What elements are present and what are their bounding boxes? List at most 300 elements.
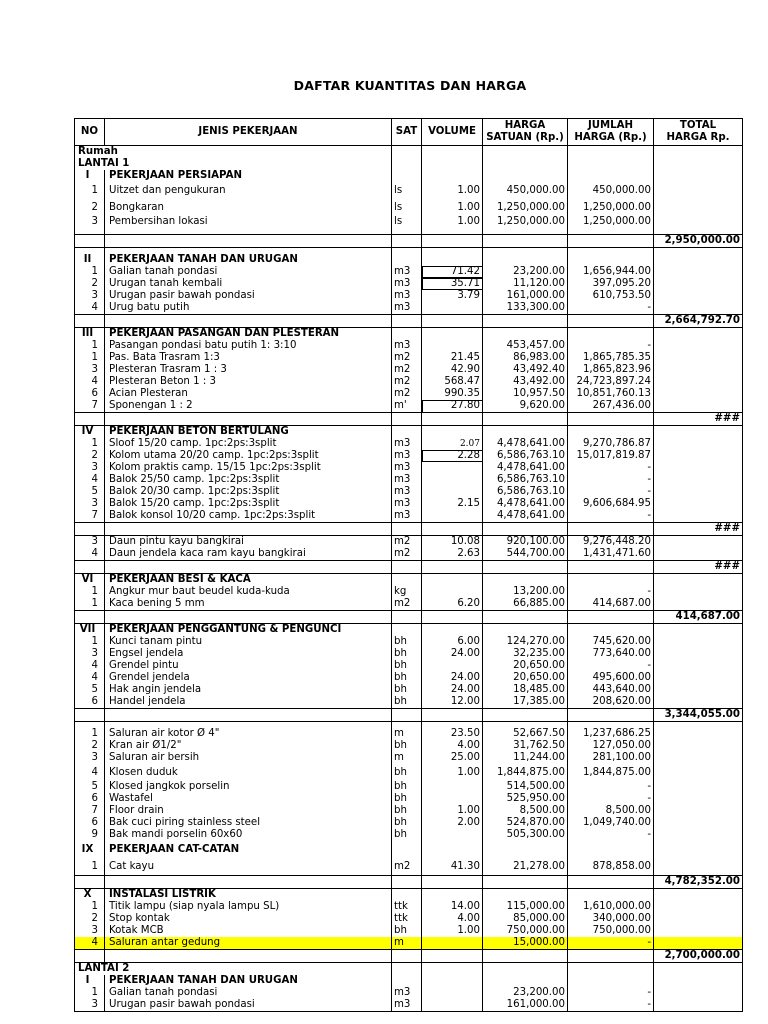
item-description: Saluran air bersih bbox=[105, 752, 392, 764]
item-total bbox=[654, 340, 743, 352]
empty-cell bbox=[392, 611, 422, 624]
empty-cell bbox=[654, 889, 743, 902]
table-row bbox=[75, 199, 743, 216]
table-row bbox=[75, 672, 743, 684]
empty-cell bbox=[392, 841, 422, 858]
item-description: Saluran air kotor Ø 4" bbox=[105, 728, 392, 740]
item-unit: m2 bbox=[392, 388, 422, 400]
empty-cell bbox=[105, 950, 392, 963]
empty-cell bbox=[654, 170, 743, 182]
item-total bbox=[654, 352, 743, 364]
empty-cell bbox=[422, 315, 483, 328]
section-title: PEKERJAAN BETON BERTULANG bbox=[105, 426, 392, 439]
item-unit-price: 86,983.00 bbox=[483, 352, 568, 364]
item-unit: bh bbox=[392, 740, 422, 752]
item-volume: 10.08 bbox=[422, 536, 483, 549]
item-volume: 568.47 bbox=[422, 376, 483, 388]
item-amount: 1,250,000.00 bbox=[568, 199, 654, 216]
empty-cell bbox=[392, 328, 422, 341]
table-row bbox=[75, 400, 743, 413]
subtotal-row bbox=[75, 876, 743, 889]
item-unit-price: 15,000.00 bbox=[483, 937, 568, 950]
table-row bbox=[75, 781, 743, 793]
empty-cell bbox=[654, 574, 743, 587]
header-total-line1: TOTAL bbox=[679, 120, 717, 131]
item-number: 6 bbox=[75, 696, 105, 709]
empty-cell bbox=[392, 254, 422, 266]
empty-cell bbox=[568, 841, 654, 858]
item-number: 7 bbox=[75, 400, 105, 413]
item-unit-price: 9,620.00 bbox=[483, 400, 568, 413]
item-unit-price: 20,650.00 bbox=[483, 660, 568, 672]
item-volume: 71.42 bbox=[422, 266, 483, 278]
item-total bbox=[654, 829, 743, 841]
empty-cell bbox=[392, 963, 422, 976]
item-volume: 42.90 bbox=[422, 364, 483, 376]
item-total bbox=[654, 536, 743, 549]
item-number: 3 bbox=[75, 752, 105, 764]
empty-cell bbox=[483, 413, 568, 426]
subtotal-value: 3,344,055.00 bbox=[654, 709, 743, 722]
item-total bbox=[654, 216, 743, 228]
empty-cell bbox=[422, 561, 483, 574]
section-header-row bbox=[75, 426, 743, 439]
item-unit-price: 11,120.00 bbox=[483, 278, 568, 290]
empty-cell bbox=[422, 876, 483, 889]
item-amount: 878,858.00 bbox=[568, 858, 654, 876]
item-description: Kunci tanam pintu bbox=[105, 636, 392, 648]
section-title: PEKERJAAN TANAH DAN URUGAN bbox=[105, 254, 392, 266]
item-total bbox=[654, 817, 743, 829]
table-body bbox=[75, 146, 743, 1012]
item-description: Acian Plesteran bbox=[105, 388, 392, 400]
table-row bbox=[75, 486, 743, 498]
item-unit: m bbox=[392, 728, 422, 740]
item-description: Kotak MCB bbox=[105, 925, 392, 937]
item-unit: ttk bbox=[392, 901, 422, 913]
empty-cell bbox=[75, 235, 105, 248]
empty-cell bbox=[568, 328, 654, 341]
item-number: 3 bbox=[75, 648, 105, 660]
table-row bbox=[75, 740, 743, 752]
item-number: 1 bbox=[75, 901, 105, 913]
subtotal-row bbox=[75, 611, 743, 624]
item-unit: bh bbox=[392, 648, 422, 660]
empty-cell bbox=[422, 328, 483, 341]
empty-cell bbox=[568, 254, 654, 266]
bill-of-quantities-table bbox=[74, 118, 743, 1012]
empty-cell bbox=[654, 254, 743, 266]
item-volume: 2.00 bbox=[422, 817, 483, 829]
item-unit: m3 bbox=[392, 498, 422, 510]
item-amount: - bbox=[568, 937, 654, 950]
table-row bbox=[75, 636, 743, 648]
item-number: 1 bbox=[75, 340, 105, 352]
empty-cell bbox=[654, 158, 743, 170]
item-unit-price: 750,000.00 bbox=[483, 925, 568, 937]
header-harga-satuan bbox=[483, 119, 568, 146]
item-volume bbox=[422, 781, 483, 793]
empty-cell bbox=[568, 413, 654, 426]
empty-cell bbox=[422, 624, 483, 637]
table-row bbox=[75, 586, 743, 598]
item-amount: 24,723,897.24 bbox=[568, 376, 654, 388]
empty-cell bbox=[654, 624, 743, 637]
item-volume: 6.00 bbox=[422, 636, 483, 648]
item-unit-price: 1,250,000.00 bbox=[483, 216, 568, 228]
item-unit: ttk bbox=[392, 913, 422, 925]
item-total bbox=[654, 648, 743, 660]
item-unit: m2 bbox=[392, 548, 422, 561]
group-label: Rumah bbox=[75, 146, 392, 159]
empty-cell bbox=[483, 876, 568, 889]
item-number: 1 bbox=[75, 636, 105, 648]
empty-cell bbox=[568, 876, 654, 889]
item-number: 4 bbox=[75, 376, 105, 388]
item-amount: 1,865,785.35 bbox=[568, 352, 654, 364]
item-description: Pas. Bata Trasram 1:3 bbox=[105, 352, 392, 364]
table-row bbox=[75, 901, 743, 913]
empty-cell bbox=[654, 841, 743, 858]
item-number: 7 bbox=[75, 805, 105, 817]
item-number: 1 bbox=[75, 987, 105, 999]
item-volume: 3.79 bbox=[422, 290, 483, 302]
section-header-row bbox=[75, 328, 743, 341]
item-description: Pembersihan lokasi bbox=[105, 216, 392, 228]
item-unit: bh bbox=[392, 764, 422, 781]
item-number: 3 bbox=[75, 999, 105, 1012]
section-number: VI bbox=[75, 574, 105, 587]
section-title: PEKERJAAN PENGGANTUNG & PENGUNCI bbox=[105, 624, 392, 637]
item-volume: 35.71 bbox=[422, 278, 483, 290]
item-number: 2 bbox=[75, 450, 105, 462]
item-total bbox=[654, 781, 743, 793]
item-description: Urugan pasir bawah pondasi bbox=[105, 999, 392, 1012]
item-volume: 1.00 bbox=[422, 182, 483, 199]
section-header-row bbox=[75, 624, 743, 637]
item-total bbox=[654, 696, 743, 709]
item-description: Saluran antar gedung bbox=[105, 937, 392, 950]
item-amount: - bbox=[568, 999, 654, 1012]
item-description: Grendel jendela bbox=[105, 672, 392, 684]
item-number: 3 bbox=[75, 498, 105, 510]
item-number: 3 bbox=[75, 462, 105, 474]
empty-cell bbox=[105, 561, 392, 574]
table-row bbox=[75, 388, 743, 400]
item-number: 4 bbox=[75, 937, 105, 950]
item-total bbox=[654, 913, 743, 925]
item-number: 3 bbox=[75, 925, 105, 937]
table-row bbox=[75, 352, 743, 364]
item-number: 3 bbox=[75, 364, 105, 376]
item-total bbox=[654, 376, 743, 388]
section-number: II bbox=[75, 254, 105, 266]
item-description: Sponengan 1 : 2 bbox=[105, 400, 392, 413]
table-row bbox=[75, 266, 743, 278]
item-description: Handel jendela bbox=[105, 696, 392, 709]
empty-cell bbox=[483, 709, 568, 722]
item-unit: m' bbox=[392, 400, 422, 413]
item-number: 2 bbox=[75, 740, 105, 752]
item-number: 5 bbox=[75, 781, 105, 793]
item-volume: 41.30 bbox=[422, 858, 483, 876]
item-unit: m3 bbox=[392, 486, 422, 498]
item-volume bbox=[422, 793, 483, 805]
table-row bbox=[75, 340, 743, 352]
item-number: 4 bbox=[75, 672, 105, 684]
item-total bbox=[654, 400, 743, 413]
table-row bbox=[75, 290, 743, 302]
item-description: Daun jendela kaca ram kayu bangkirai bbox=[105, 548, 392, 561]
item-total bbox=[654, 302, 743, 315]
item-unit: bh bbox=[392, 829, 422, 841]
item-unit-price: 43,492.40 bbox=[483, 364, 568, 376]
item-description: Sloof 15/20 camp. 1pc:2ps:3split bbox=[105, 438, 392, 450]
item-unit-price: 514,500.00 bbox=[483, 781, 568, 793]
item-volume bbox=[422, 829, 483, 841]
item-amount: 1,656,944.00 bbox=[568, 266, 654, 278]
item-description: Cat kayu bbox=[105, 858, 392, 876]
item-amount: - bbox=[568, 586, 654, 598]
empty-cell bbox=[483, 841, 568, 858]
item-total bbox=[654, 684, 743, 696]
item-total bbox=[654, 290, 743, 302]
group-label-row bbox=[75, 963, 743, 976]
item-unit-price: 13,200.00 bbox=[483, 586, 568, 598]
item-number: 6 bbox=[75, 793, 105, 805]
empty-cell bbox=[483, 561, 568, 574]
item-volume bbox=[422, 474, 483, 486]
item-number: 1 bbox=[75, 438, 105, 450]
empty-cell bbox=[568, 950, 654, 963]
item-unit-price: 4,478,641.00 bbox=[483, 438, 568, 450]
item-volume: 990.35 bbox=[422, 388, 483, 400]
item-volume: 2.63 bbox=[422, 548, 483, 561]
table-row bbox=[75, 817, 743, 829]
empty-cell bbox=[422, 975, 483, 987]
item-description: Engsel jendela bbox=[105, 648, 392, 660]
item-total bbox=[654, 636, 743, 648]
item-unit-price: 17,385.00 bbox=[483, 696, 568, 709]
table-row bbox=[75, 216, 743, 228]
empty-cell bbox=[392, 709, 422, 722]
item-description: Klosed jangkok porselin bbox=[105, 781, 392, 793]
item-unit-price: 920,100.00 bbox=[483, 536, 568, 549]
item-number: 6 bbox=[75, 388, 105, 400]
item-unit-price: 525,950.00 bbox=[483, 793, 568, 805]
empty-cell bbox=[568, 709, 654, 722]
empty-cell bbox=[568, 170, 654, 182]
empty-cell bbox=[568, 426, 654, 439]
item-number: 9 bbox=[75, 829, 105, 841]
item-amount: 127,050.00 bbox=[568, 740, 654, 752]
item-description: Urug batu putih bbox=[105, 302, 392, 315]
item-volume: 4.00 bbox=[422, 913, 483, 925]
item-unit: bh bbox=[392, 793, 422, 805]
empty-cell bbox=[75, 523, 105, 536]
item-unit-price: 11,244.00 bbox=[483, 752, 568, 764]
empty-cell bbox=[392, 574, 422, 587]
item-unit: m3 bbox=[392, 474, 422, 486]
group-label: LANTAI 2 bbox=[75, 963, 392, 976]
header-jumlah-harga bbox=[568, 119, 654, 146]
item-amount: 610,753.50 bbox=[568, 290, 654, 302]
item-total bbox=[654, 510, 743, 523]
item-total bbox=[654, 805, 743, 817]
item-volume bbox=[422, 462, 483, 474]
item-description: Balok 20/30 camp. 1pc:2ps:3split bbox=[105, 486, 392, 498]
item-unit-price: 1,844,875.00 bbox=[483, 764, 568, 781]
item-unit-price: 21,278.00 bbox=[483, 858, 568, 876]
empty-cell bbox=[568, 963, 654, 976]
empty-cell bbox=[392, 523, 422, 536]
item-amount: 9,276,448.20 bbox=[568, 536, 654, 549]
item-unit: m3 bbox=[392, 278, 422, 290]
empty-cell bbox=[483, 611, 568, 624]
item-unit: m3 bbox=[392, 340, 422, 352]
item-unit-price: 6,586,763.10 bbox=[483, 450, 568, 462]
table-row bbox=[75, 182, 743, 199]
item-unit: m2 bbox=[392, 376, 422, 388]
header-no: NO bbox=[75, 119, 105, 146]
item-volume: 27.80 bbox=[422, 400, 483, 413]
table-row bbox=[75, 498, 743, 510]
item-description: Kran air Ø1/2" bbox=[105, 740, 392, 752]
item-total bbox=[654, 199, 743, 216]
item-amount: 414,687.00 bbox=[568, 598, 654, 611]
empty-cell bbox=[568, 315, 654, 328]
item-amount: - bbox=[568, 510, 654, 523]
section-number: I bbox=[75, 170, 105, 182]
item-unit: m bbox=[392, 752, 422, 764]
empty-cell bbox=[483, 146, 568, 159]
item-unit: m3 bbox=[392, 266, 422, 278]
item-description: Wastafel bbox=[105, 793, 392, 805]
item-description: Plesteran Trasram 1 : 3 bbox=[105, 364, 392, 376]
item-unit-price: 544,700.00 bbox=[483, 548, 568, 561]
item-number: 4 bbox=[75, 764, 105, 781]
table-row bbox=[75, 462, 743, 474]
section-title: PEKERJAAN BESI & KACA bbox=[105, 574, 392, 587]
item-number: 1 bbox=[75, 858, 105, 876]
item-number: 5 bbox=[75, 684, 105, 696]
item-unit-price: 43,492.00 bbox=[483, 376, 568, 388]
empty-cell bbox=[483, 950, 568, 963]
empty-cell bbox=[105, 611, 392, 624]
section-number: VII bbox=[75, 624, 105, 637]
item-total bbox=[654, 752, 743, 764]
empty-cell bbox=[483, 963, 568, 976]
empty-cell bbox=[75, 709, 105, 722]
empty-cell bbox=[105, 235, 392, 248]
item-description: Stop kontak bbox=[105, 913, 392, 925]
subtotal-row bbox=[75, 235, 743, 248]
item-total bbox=[654, 462, 743, 474]
item-unit: m2 bbox=[392, 364, 422, 376]
section-header-row bbox=[75, 889, 743, 902]
item-volume: 12.00 bbox=[422, 696, 483, 709]
empty-cell bbox=[483, 975, 568, 987]
header-harga-line1: HARGA bbox=[504, 120, 546, 131]
item-unit-price: 66,885.00 bbox=[483, 598, 568, 611]
group-label-row bbox=[75, 158, 743, 170]
empty-cell bbox=[568, 975, 654, 987]
item-amount: 208,620.00 bbox=[568, 696, 654, 709]
table-row bbox=[75, 278, 743, 290]
table-row bbox=[75, 805, 743, 817]
bill-of-quantities-sheet bbox=[74, 118, 742, 1012]
item-volume: 1.00 bbox=[422, 216, 483, 228]
header-volume: VOLUME bbox=[422, 119, 483, 146]
empty-cell bbox=[392, 561, 422, 574]
table-row bbox=[75, 536, 743, 549]
empty-cell bbox=[392, 876, 422, 889]
item-unit: m3 bbox=[392, 438, 422, 450]
item-total bbox=[654, 450, 743, 462]
empty-cell bbox=[105, 709, 392, 722]
item-volume: 6.20 bbox=[422, 598, 483, 611]
item-amount: 10,851,760.13 bbox=[568, 388, 654, 400]
item-total bbox=[654, 182, 743, 199]
empty-cell bbox=[392, 235, 422, 248]
header-jumlah-line1: JUMLAH bbox=[587, 120, 634, 131]
section-number: I bbox=[75, 975, 105, 987]
item-unit-price: 505,300.00 bbox=[483, 829, 568, 841]
item-unit-price: 31,762.50 bbox=[483, 740, 568, 752]
subtotal-row bbox=[75, 950, 743, 963]
item-amount: 750,000.00 bbox=[568, 925, 654, 937]
item-number: 1 bbox=[75, 598, 105, 611]
table-row bbox=[75, 648, 743, 660]
item-amount: - bbox=[568, 660, 654, 672]
section-number: IX bbox=[75, 841, 105, 858]
item-amount: 443,640.00 bbox=[568, 684, 654, 696]
section-header-row bbox=[75, 574, 743, 587]
item-unit: m2 bbox=[392, 536, 422, 549]
empty-cell bbox=[422, 254, 483, 266]
empty-cell bbox=[422, 235, 483, 248]
item-unit: kg bbox=[392, 586, 422, 598]
item-amount: - bbox=[568, 340, 654, 352]
item-total bbox=[654, 672, 743, 684]
item-amount: 773,640.00 bbox=[568, 648, 654, 660]
header-sat: SAT bbox=[392, 119, 422, 146]
item-total bbox=[654, 740, 743, 752]
item-amount: - bbox=[568, 302, 654, 315]
item-amount: 8,500.00 bbox=[568, 805, 654, 817]
empty-cell bbox=[568, 523, 654, 536]
item-unit: bh bbox=[392, 817, 422, 829]
item-number: 6 bbox=[75, 817, 105, 829]
empty-cell bbox=[422, 426, 483, 439]
item-total bbox=[654, 660, 743, 672]
empty-cell bbox=[75, 561, 105, 574]
item-amount: 267,436.00 bbox=[568, 400, 654, 413]
item-unit: ls bbox=[392, 199, 422, 216]
section-title: PEKERJAAN PASANGAN DAN PLESTERAN bbox=[105, 328, 392, 341]
item-number: 3 bbox=[75, 290, 105, 302]
empty-cell bbox=[483, 523, 568, 536]
item-amount: 1,049,740.00 bbox=[568, 817, 654, 829]
item-total bbox=[654, 901, 743, 913]
item-total bbox=[654, 937, 743, 950]
item-unit-price: 4,478,641.00 bbox=[483, 462, 568, 474]
item-unit: m2 bbox=[392, 598, 422, 611]
empty-cell bbox=[422, 963, 483, 976]
subtotal-row bbox=[75, 523, 743, 536]
item-unit: m3 bbox=[392, 462, 422, 474]
item-amount: - bbox=[568, 486, 654, 498]
